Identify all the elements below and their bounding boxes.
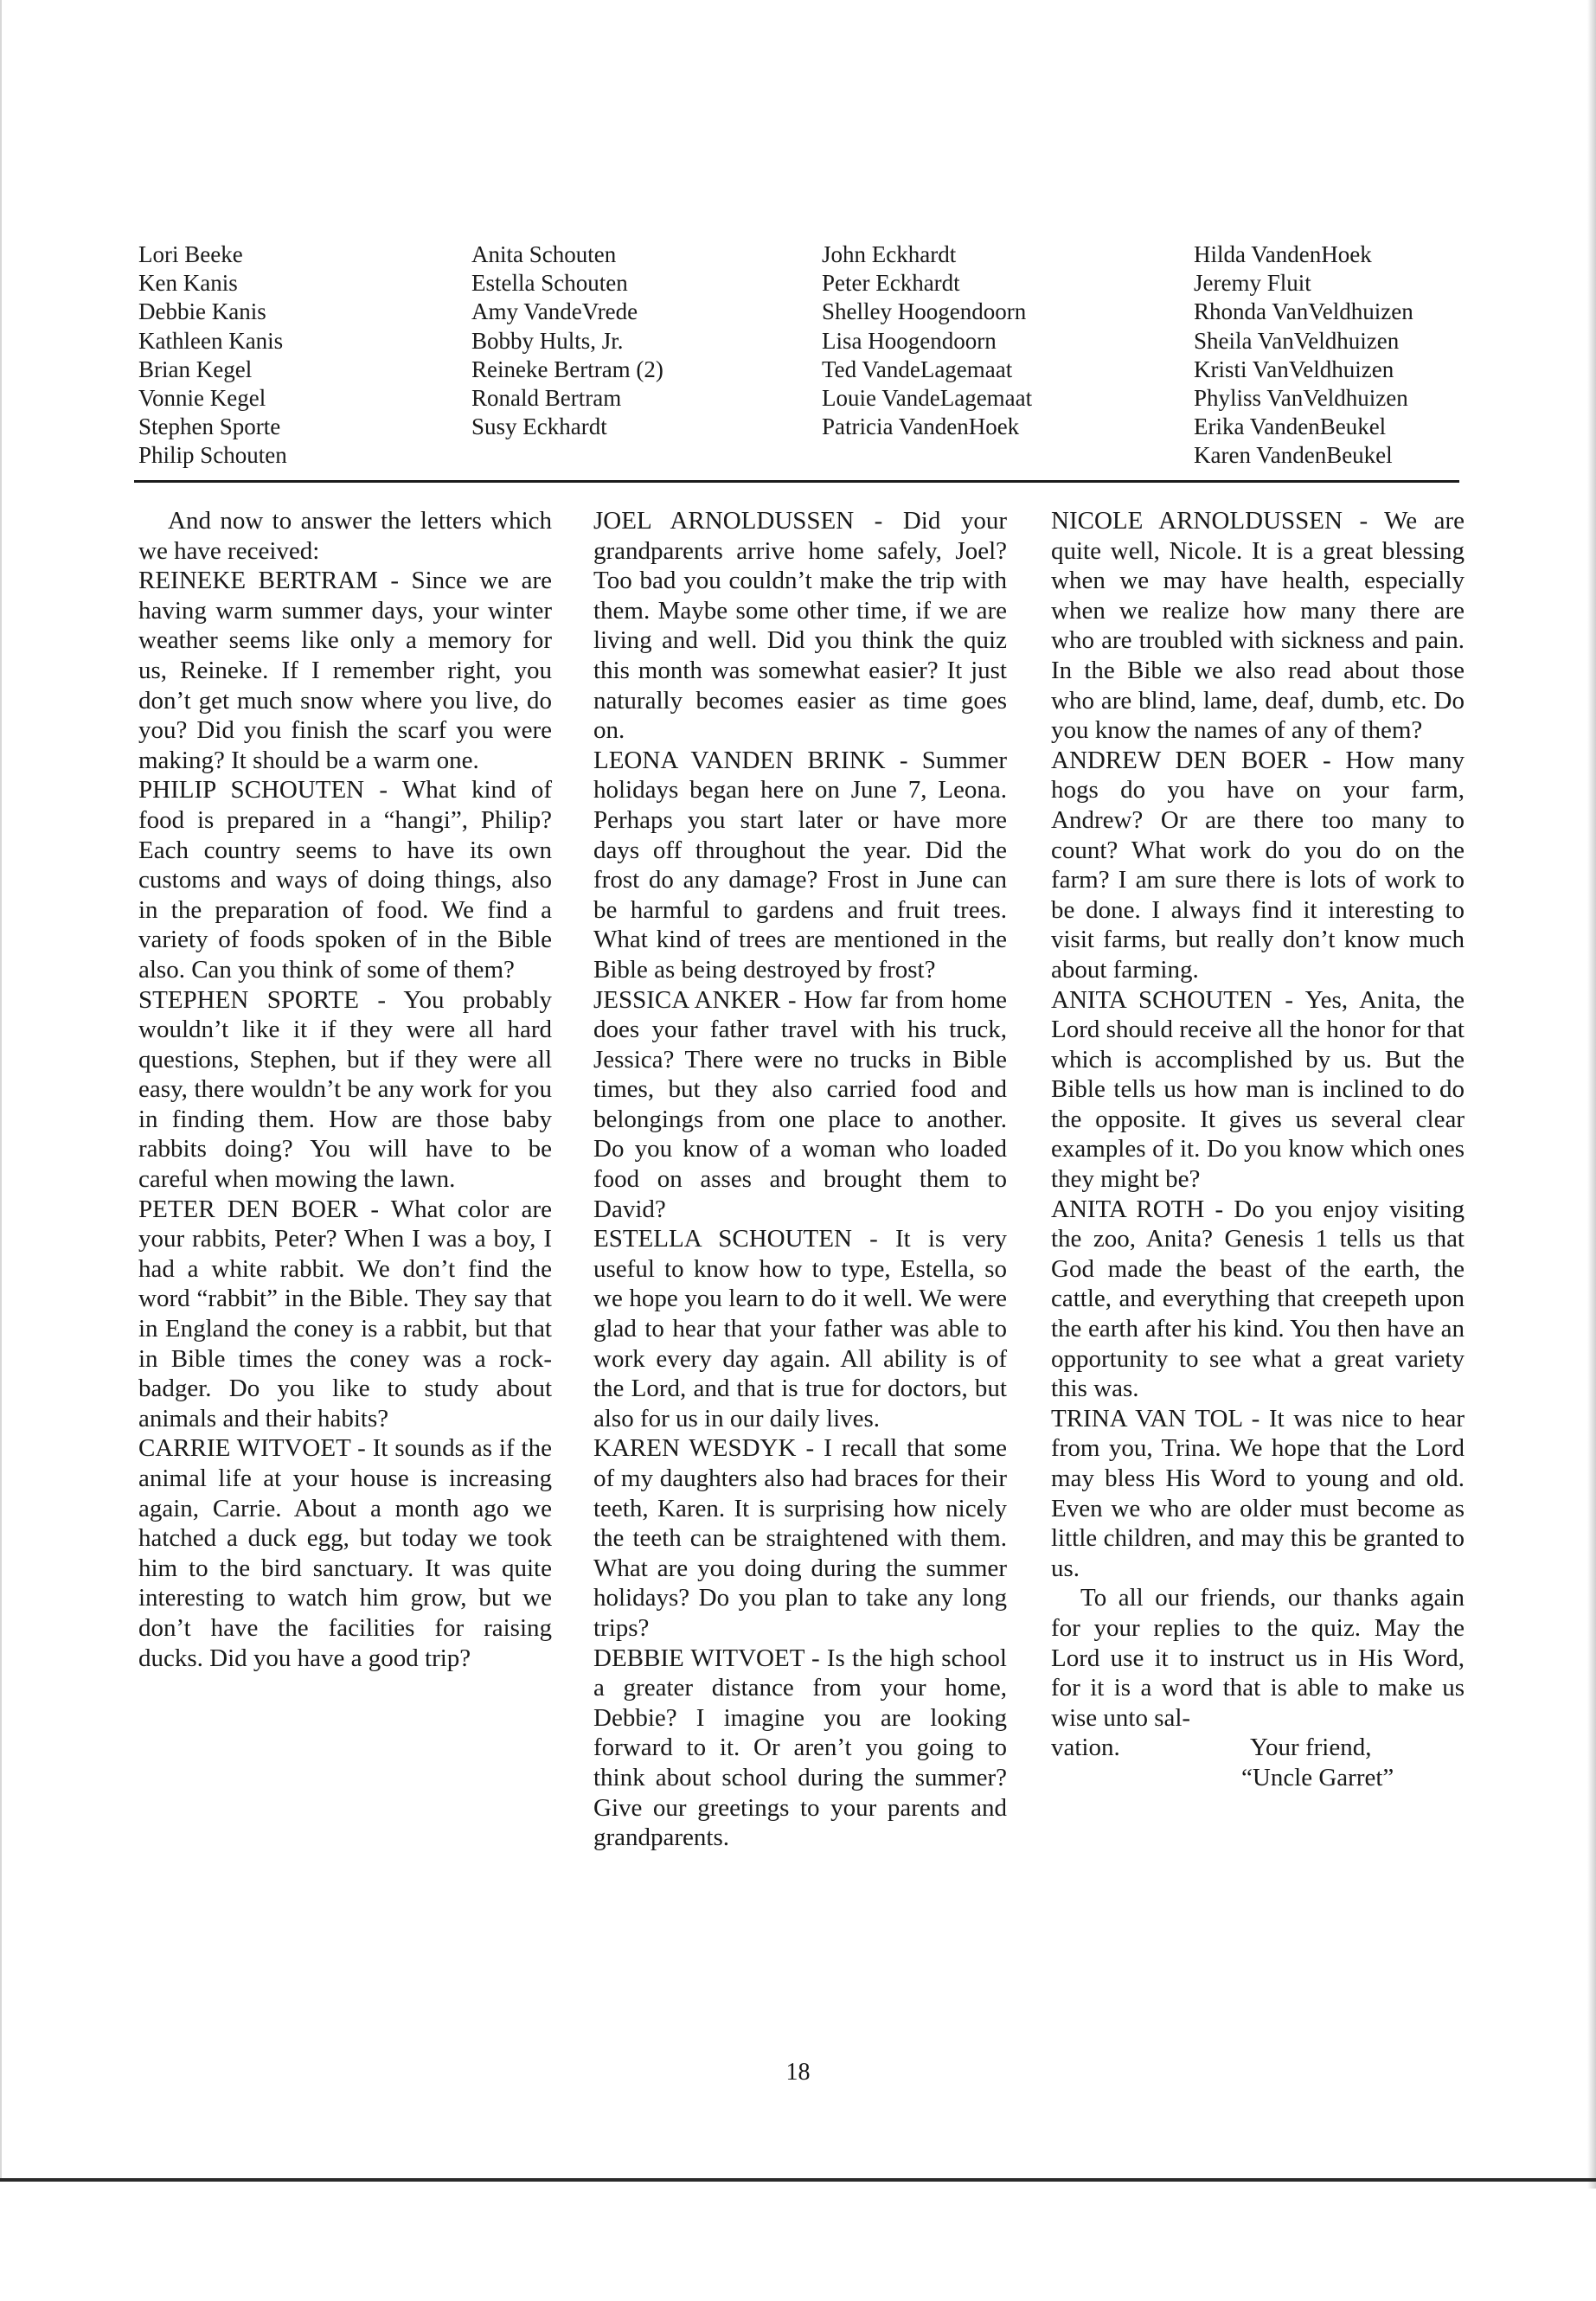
signoff-friend: Your friend, [1250, 1734, 1372, 1762]
page-number: 18 [785, 2059, 811, 2086]
letter-reply: DEBBIE WITVOET - Is the high school a greater distance from your home, Debbie? I imagine you are looking forward to it. Or aren’t you going to think about school during the summer? Give our greetings to your parents and grandparents. [593, 1644, 1007, 1852]
name-entry: Peter Eckhardt [822, 270, 960, 297]
name-column-3 [822, 240, 1032, 441]
name-entry: Philip Schouten [138, 442, 287, 469]
page-bottom-edge [0, 2178, 1596, 2182]
name-entry: Ronald Bertram [471, 384, 622, 411]
name-entry: Erika VandenBeukel [1194, 413, 1387, 440]
signoff-line [1051, 1733, 1465, 1763]
name-entry: Louie VandeLagemaat [822, 384, 1033, 411]
text-column-3 [1051, 506, 1465, 1793]
name-entry: Brian Kegel [138, 356, 253, 382]
name-entry: Vonnie Kegel [138, 384, 266, 411]
name-entry: Karen VandenBeukel [1194, 442, 1393, 469]
letter-reply: REINEKE BERTRAM - Since we are having warm summer days, your winter weather seems like only a memory for us, Reineke. If I remember right, you don’t get much snow where you live, do you? Did you finish the scarf you were making? It should be a warm one. [138, 567, 552, 774]
letter-reply: JOEL ARNOLDUSSEN - Did your grandparents arrive home safely, Joel? Too bad you couldn’t make the trip with them. Maybe some other time, if we are living and well. Did you think the quiz this month was somewhat easier? It just naturally becomes easier as time goes on. [593, 507, 1007, 745]
text-column-2 [593, 506, 1007, 1853]
name-entry: Estella Schouten [471, 270, 628, 297]
signoff-name: “Uncle Garret” [1241, 1763, 1394, 1791]
name-entry: Amy VandeVrede [471, 298, 638, 325]
name-entry: Kathleen Kanis [138, 327, 284, 354]
name-entry: Bobby Hults, Jr. [471, 327, 624, 354]
name-entry: Phyliss VanVeldhuizen [1194, 384, 1408, 411]
name-entry: Reineke Bertram (2) [471, 356, 663, 382]
closing-paragraph: To all our friends, our thanks again for your replies to the quiz. May the Lord use it to instruct us in His Word, for it is a word that is able to make us wise unto sal- [1051, 1584, 1465, 1732]
closing-word: vation. [1051, 1734, 1120, 1762]
letter-reply: ESTELLA SCHOUTEN - It is very useful to know how to type, Estella, so we hope you learn to do it well. We were glad to hear that your father was able to work every day again. All ability is of the Lord, and that is true for doctors, but also for us in our daily lives. [593, 1225, 1007, 1433]
letter-reply: PETER DEN BOER - What color are your rabbits, Peter? When I was a boy, I had a white rabbit. We don’t find the word “rabbit” in the Bible. They say that in England the coney is a rabbit, but that in Bible times the coney was a rock-badger. Do you like to study about animals and their habits? [138, 1195, 552, 1433]
page-right-shadow [1587, 0, 1596, 2189]
letter-reply: JESSICA ANKER - How far from home does your father travel with his truck, Jessica? There were no trucks in Bible times, but they also carried food and belongings from one place to another. Do you know of a woman who loaded food on asses and brought them to David? [593, 985, 1007, 1223]
letter-reply: LEONA VANDEN BRINK - Summer holidays began here on June 7, Leona. Perhaps you start later or have more days off throughout the year. Did the frost do any damage? Frost in June can be harmful to gardens and fruit trees. What kind of trees are mentioned in the Bible as being destroyed by frost? [593, 746, 1007, 984]
name-entry: Ted VandeLagemaat [822, 356, 1013, 382]
name-entry: Kristi VanVeldhuizen [1194, 356, 1394, 382]
name-entry: Debbie Kanis [138, 298, 266, 325]
name-entry: Ken Kanis [138, 270, 238, 297]
name-entry: Shelley Hoogendoorn [822, 298, 1027, 325]
name-entry: Anita Schouten [471, 241, 617, 267]
name-column-2 [471, 240, 663, 441]
page-left-edge [0, 0, 2, 2180]
section-divider [134, 480, 1459, 483]
name-entry: Jeremy Fluit [1194, 270, 1311, 297]
letter-reply: PHILIP SCHOUTEN - What kind of food is prepared in a “hangi”, Philip? Each country seems to have its own customs and ways of doing things, also in the preparation of food. We find a variety of foods spoken of in the Bible also. Can you think of some of them? [138, 776, 552, 984]
letter-reply: CARRIE WITVOET - It sounds as if the animal life at your house is increasing again, Carrie. About a month ago we hatched a duck egg, but today we took him to the bird sanctuary. It was quite interesting to watch him grow, but we don’t have the facilities for raising ducks. Did you have a good trip? [138, 1434, 552, 1672]
name-entry: Susy Eckhardt [471, 413, 607, 440]
name-entry: Lisa Hoogendoorn [822, 327, 997, 354]
text-column-1 [138, 506, 552, 1673]
letter-reply: TRINA VAN TOL - It was nice to hear from you, Trina. We hope that the Lord may bless His Word to young and old. Even we who are older must become as little children, and may this be granted to us. [1051, 1404, 1465, 1582]
letter-reply: NICOLE ARNOLDUSSEN - We are quite well, Nicole. It is a great blessing when we may have health, especially when we realize how many there are who are troubled with sickness and pain. In the Bible we also read about those who are blind, lame, deaf, dumb, etc. Do you know the names of any of them? [1051, 507, 1465, 745]
name-column-4 [1194, 240, 1413, 471]
letter-reply: ANDREW DEN BOER - How many hogs do you have on your farm, Andrew? Or are there too many to count? What work do you do on the farm? I am sure there is lots of work to be done. I always find it interesting to visit farms, but really don’t know much about farming. [1051, 746, 1465, 984]
name-entry: Sheila VanVeldhuizen [1194, 327, 1400, 354]
letter-reply: ANITA SCHOUTEN - Yes, Anita, the Lord should receive all the honor for that which is accomplished by us. But the Bible tells us how man is inclined to do the opposite. It gives us several clear examples of it. Do you know which ones they might be? [1051, 985, 1465, 1194]
letter-reply: ANITA ROTH - Do you enjoy visiting the zoo, Anita? Genesis 1 tells us that God made the beast of the earth, the cattle, and everything that creepeth upon the earth after his kind. You then have an opportunity to see what a great variety this was. [1051, 1195, 1465, 1403]
name-entry: John Eckhardt [822, 241, 957, 267]
intro-paragraph: And now to answer the letters which we have received: [138, 507, 552, 565]
letter-reply: KAREN WESDYK - I recall that some of my daughters also had braces for their teeth, Karen. It is surprising how nicely the teeth can be straightened with them. What are you doing during the summer holidays? Do you plan to take any long trips? [593, 1434, 1007, 1642]
name-entry: Lori Beeke [138, 241, 243, 267]
name-entry: Patricia VandenHoek [822, 413, 1020, 440]
name-list [138, 240, 1462, 474]
signoff [1051, 1733, 1465, 1792]
name-entry: Stephen Sporte [138, 413, 281, 440]
letter-reply: STEPHEN SPORTE - You probably wouldn’t like it if they were all hard questions, Stephen, but if they were all easy, there wouldn’t be any work for you in finding them. How are those baby rabbits doing? You will have to be careful when mowing the lawn. [138, 985, 552, 1194]
name-entry: Rhonda VanVeldhuizen [1194, 298, 1413, 325]
name-column-1 [138, 240, 287, 471]
name-entry: Hilda VandenHoek [1194, 241, 1372, 267]
